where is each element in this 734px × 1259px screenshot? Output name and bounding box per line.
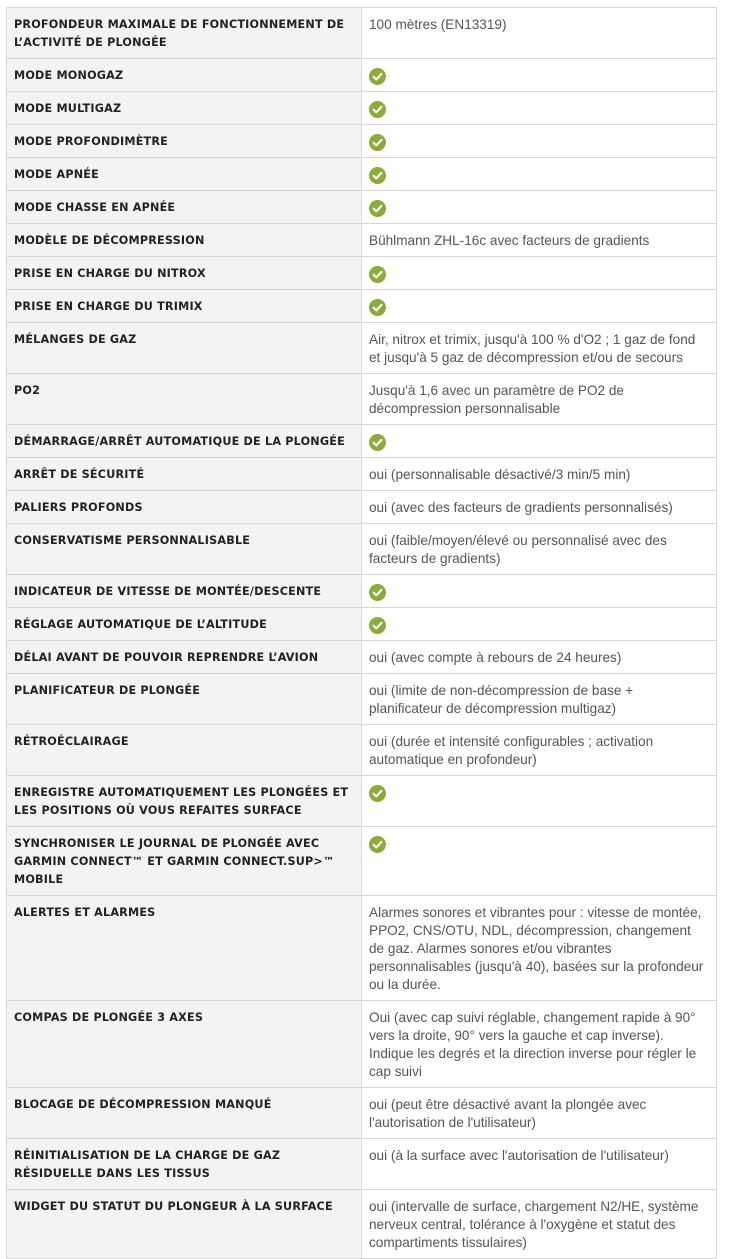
- spec-label: ARRÊT DE SÉCURITÉ: [7, 458, 362, 491]
- spec-value: Oui (avec cap suivi réglable, changement rapide à 90° vers la droite, 90° vers la gauche et cap inverse). Indique les degrés et la direction inverse pour régler le cap suivi: [362, 1001, 717, 1088]
- specifications-table-body: [7, 8, 717, 1259]
- check-circle-icon: [369, 266, 386, 283]
- spec-row: [7, 224, 717, 257]
- spec-label: WIDGET DU STATUT DU PLONGEUR À LA SURFACE: [7, 1190, 362, 1259]
- check-circle-icon: [369, 617, 386, 634]
- spec-row: [7, 323, 717, 374]
- spec-value: oui (avec des facteurs de gradients personnalisés): [362, 491, 717, 524]
- spec-row: [7, 8, 717, 59]
- spec-row: [7, 725, 717, 776]
- specifications-table: [6, 7, 717, 1259]
- spec-label: MODÈLE DE DÉCOMPRESSION: [7, 224, 362, 257]
- spec-row: [7, 1139, 717, 1190]
- spec-value: oui (limite de non-décompression de base + planificateur de décompression multigaz): [362, 674, 717, 725]
- spec-row: [7, 125, 717, 158]
- check-circle-icon: [369, 584, 386, 601]
- spec-label: PROFONDEUR MAXIMALE DE FONCTIONNEMENT DE L’ACTIVITÉ DE PLONGÉE: [7, 8, 362, 59]
- spec-row: [7, 641, 717, 674]
- spec-row: [7, 458, 717, 491]
- check-circle-icon: [369, 299, 386, 316]
- spec-label: INDICATEUR DE VITESSE DE MONTÉE/DESCENTE: [7, 575, 362, 608]
- spec-label: MODE CHASSE EN APNÉE: [7, 191, 362, 224]
- spec-row: [7, 491, 717, 524]
- check-circle-icon: [369, 434, 386, 451]
- spec-row: [7, 1001, 717, 1088]
- spec-row: [7, 425, 717, 458]
- spec-label: COMPAS DE PLONGÉE 3 AXES: [7, 1001, 362, 1088]
- spec-label: MODE MULTIGAZ: [7, 92, 362, 125]
- spec-row: [7, 827, 717, 896]
- spec-value-check: [362, 59, 717, 92]
- spec-value-check: [362, 92, 717, 125]
- spec-row: [7, 191, 717, 224]
- spec-value-check: [362, 125, 717, 158]
- spec-row: [7, 1088, 717, 1139]
- spec-row: [7, 158, 717, 191]
- spec-label: DÉMARRAGE/ARRÊT AUTOMATIQUE DE LA PLONGÉE: [7, 425, 362, 458]
- spec-value-check: [362, 290, 717, 323]
- spec-row: [7, 674, 717, 725]
- spec-value: Alarmes sonores et vibrantes pour : vitesse de montée, PPO2, CNS/OTU, NDL, décompression, changement de gaz. Alarmes sonores et/ou vibrantes personnalisables (jusqu'à 40), basées sur la profondeur ou la durée.: [362, 896, 717, 1001]
- spec-label: MÉLANGES DE GAZ: [7, 323, 362, 374]
- spec-label: RÉGLAGE AUTOMATIQUE DE L’ALTITUDE: [7, 608, 362, 641]
- spec-value: oui (peut être désactivé avant la plongée avec l'autorisation de l'utilisateur): [362, 1088, 717, 1139]
- spec-label: MODE APNÉE: [7, 158, 362, 191]
- spec-value: Jusqu'à 1,6 avec un paramètre de PO2 de décompression personnalisable: [362, 374, 717, 425]
- spec-row: [7, 776, 717, 827]
- spec-label: BLOCAGE DE DÉCOMPRESSION MANQUÉ: [7, 1088, 362, 1139]
- spec-label: PO2: [7, 374, 362, 425]
- spec-value: Air, nitrox et trimix, jusqu'à 100 % d'O2 ; 1 gaz de fond et jusqu'à 5 gaz de décompression et/ou de secours: [362, 323, 717, 374]
- check-circle-icon: [369, 836, 386, 853]
- spec-label: PRISE EN CHARGE DU TRIMIX: [7, 290, 362, 323]
- check-circle-icon: [369, 101, 386, 118]
- spec-label: ALERTES ET ALARMES: [7, 896, 362, 1001]
- spec-value: oui (avec compte à rebours de 24 heures): [362, 641, 717, 674]
- spec-value-check: [362, 425, 717, 458]
- spec-value: oui (faible/moyen/élevé ou personnalisé avec des facteurs de gradients): [362, 524, 717, 575]
- spec-row: [7, 290, 717, 323]
- spec-label: ENREGISTRE AUTOMATIQUEMENT LES PLONGÉES ET LES POSITIONS OÙ VOUS REFAITES SURFACE: [7, 776, 362, 827]
- spec-row: [7, 92, 717, 125]
- spec-value: oui (intervalle de surface, chargement N2/HE, système nerveux central, tolérance à l'oxygène et statut des compartiments tissulaires): [362, 1190, 717, 1259]
- spec-row: [7, 575, 717, 608]
- check-circle-icon: [369, 785, 386, 802]
- spec-label: SYNCHRONISER LE JOURNAL DE PLONGÉE AVEC GARMIN CONNECT™ ET GARMIN CONNECT.SUP>™ MOBILE: [7, 827, 362, 896]
- spec-row: [7, 374, 717, 425]
- spec-label: PRISE EN CHARGE DU NITROX: [7, 257, 362, 290]
- spec-row: [7, 896, 717, 1001]
- spec-label: MODE PROFONDIMÈTRE: [7, 125, 362, 158]
- spec-label: MODE MONOGAZ: [7, 59, 362, 92]
- spec-value: 100 mètres (EN13319): [362, 8, 717, 59]
- spec-value: oui (durée et intensité configurables ; activation automatique en profondeur): [362, 725, 717, 776]
- spec-row: [7, 1190, 717, 1259]
- check-circle-icon: [369, 167, 386, 184]
- spec-value-check: [362, 257, 717, 290]
- spec-row: [7, 59, 717, 92]
- spec-value-check: [362, 827, 717, 896]
- spec-value-check: [362, 776, 717, 827]
- spec-value: Bühlmann ZHL-16c avec facteurs de gradients: [362, 224, 717, 257]
- spec-row: [7, 524, 717, 575]
- spec-value: oui (personnalisable désactivé/3 min/5 min): [362, 458, 717, 491]
- spec-value-check: [362, 191, 717, 224]
- spec-label: PLANIFICATEUR DE PLONGÉE: [7, 674, 362, 725]
- spec-value-check: [362, 608, 717, 641]
- spec-label: CONSERVATISME PERSONNALISABLE: [7, 524, 362, 575]
- spec-row: [7, 257, 717, 290]
- spec-row: [7, 608, 717, 641]
- spec-value-check: [362, 158, 717, 191]
- spec-label: RÉTROÉCLAIRAGE: [7, 725, 362, 776]
- check-circle-icon: [369, 134, 386, 151]
- spec-label: PALIERS PROFONDS: [7, 491, 362, 524]
- check-circle-icon: [369, 68, 386, 85]
- spec-value-check: [362, 575, 717, 608]
- check-circle-icon: [369, 200, 386, 217]
- spec-label: DÉLAI AVANT DE POUVOIR REPRENDRE L’AVION: [7, 641, 362, 674]
- spec-label: RÉINITIALISATION DE LA CHARGE DE GAZ RÉSIDUELLE DANS LES TISSUS: [7, 1139, 362, 1190]
- spec-value: oui (à la surface avec l'autorisation de l'utilisateur): [362, 1139, 717, 1190]
